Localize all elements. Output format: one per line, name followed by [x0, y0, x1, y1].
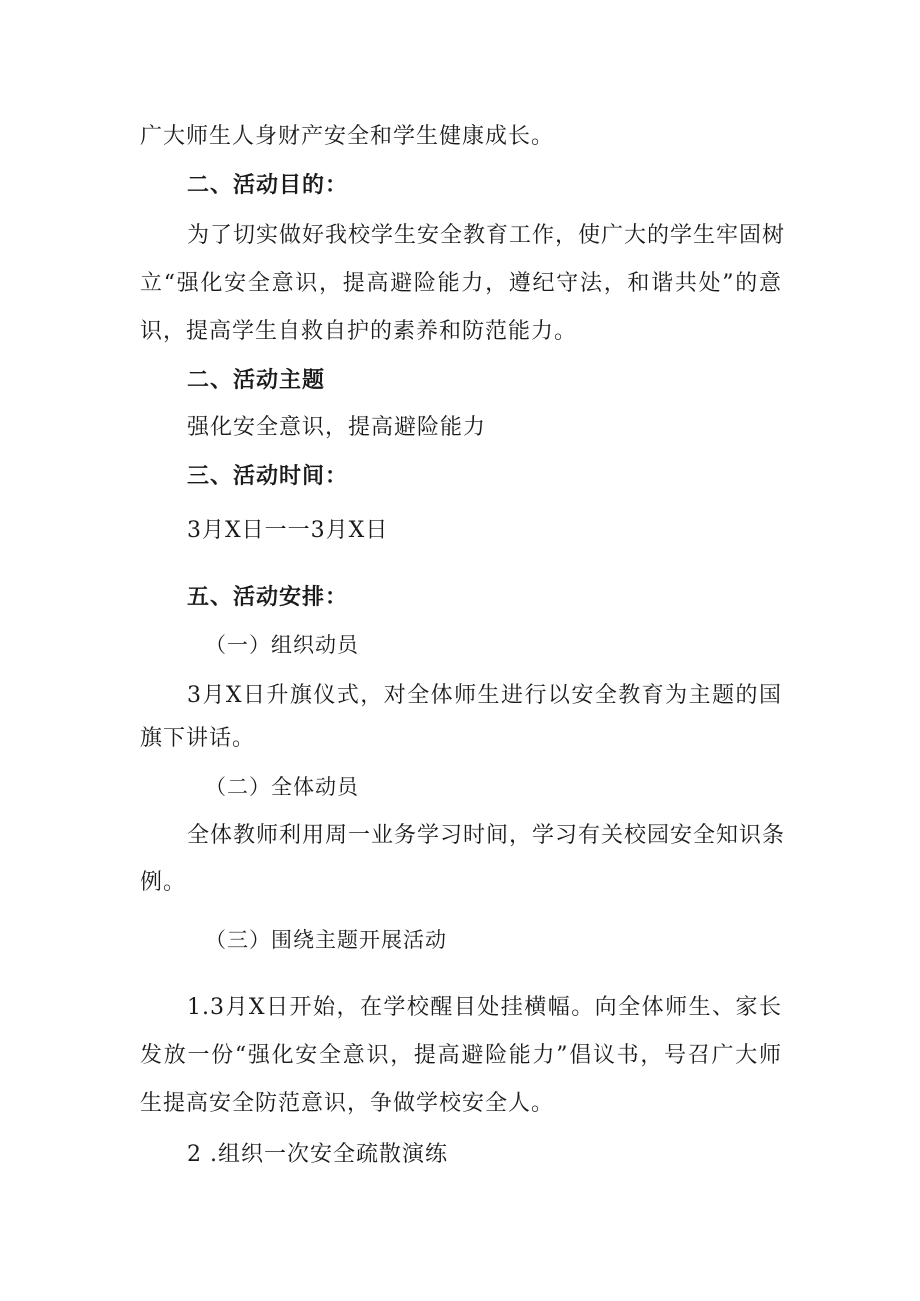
subsection-2-line-1: 全体教师利用周一业务学习时间，学习有关校园安全知识条	[187, 823, 786, 848]
subsection-2-title: （二）全体动员	[205, 775, 359, 799]
subsection-1-line-1: 3月X日升旗仪式，对全体师生进行以安全教育为主题的国	[187, 683, 782, 708]
heading-purpose: 二、活动目的：	[187, 173, 349, 198]
item-1-line-2: 发放一份“强化安全意识，提高避险能力”倡议书，号召广大师	[140, 1043, 782, 1068]
subsection-2-line-2: 例。	[140, 870, 187, 895]
subsection-1-line-2: 旗下讲话。	[140, 726, 256, 751]
theme-text: 强化安全意识，提高避险能力	[187, 415, 487, 440]
purpose-line-1: 为了切实做好我校学生安全教育工作，使广大的学生牢固树	[187, 223, 786, 248]
purpose-line-3: 识，提高学生自救自护的素养和防范能力。	[140, 319, 578, 344]
heading-arrangement: 五、活动安排：	[187, 585, 349, 610]
time-text: 3月X日一一3月X日	[187, 518, 389, 543]
item-1-line-3: 生提高安全防范意识，争做学校安全人。	[140, 1091, 555, 1116]
subsection-1-title: （一）组织动员	[205, 633, 359, 657]
subsection-3-title: （三）围绕主题开展活动	[205, 928, 447, 952]
heading-theme: 二、活动主题	[187, 368, 326, 393]
paragraph-intro-end: 广大师生人身财产安全和学生健康成长。	[140, 124, 555, 149]
item-2-title: 2 .组织一次安全疏散演练	[187, 1142, 448, 1167]
item-1-line-1: 1.3月X日开始，在学校醒目处挂横幅。向全体师生、家长	[187, 995, 782, 1020]
heading-time: 三、活动时间：	[187, 464, 349, 489]
purpose-line-2: 立“强化安全意识，提高避险能力，遵纪守法，和谐共处”的意	[140, 271, 782, 296]
